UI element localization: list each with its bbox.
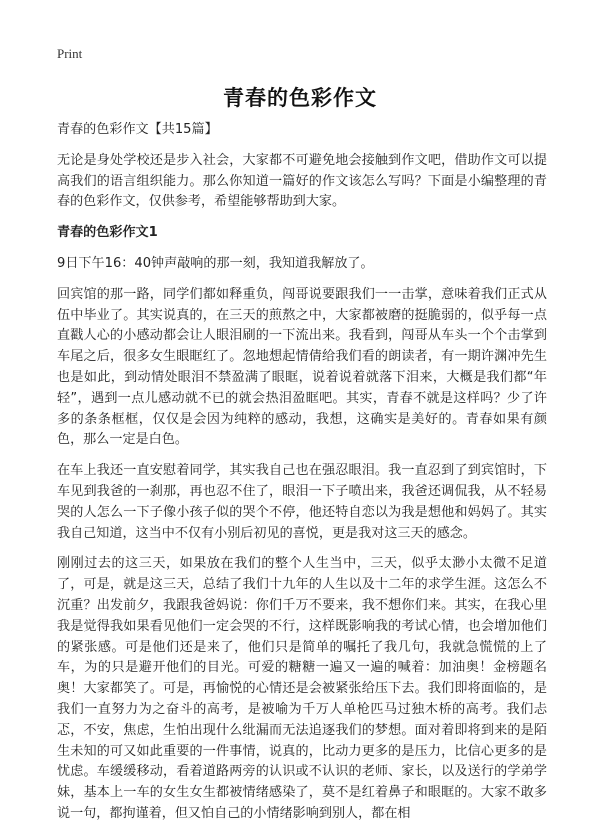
body-paragraph: 在车上我还一直安慰着同学，其实我自己也在强忍眼泪。我一直忍到了到宾馆时，下车见到我爸的一刹那，再也忍不住了，眼泪一下子喷出来，我爸还调侃我，从不轻易哭的人怎么一下子像小孩子似的哭个不停，他还特自恋以为我是想他和妈妈了。其实我自己知道，这当中不仅有小别后初见的喜悦，更是我对这三天的感念。	[57, 463, 547, 541]
article-subtitle: 青春的色彩作文【共15篇】	[57, 122, 218, 137]
intro-paragraph: 无论是身处学校还是步入社会，大家都不可避免地会接触到作文吧，借助作文可以提高我们的语言组织能力。那么你知道一篇好的作文该怎么写吗？下面是小编整理的青春的色彩作文，仅供参考，希望能够帮助到大家。	[57, 152, 547, 210]
body-paragraph: 刚刚过去的这三天，如果放在我们的整个人生当中，三天，似乎太渺小太微不足道了，可是，就是这三天，总结了我们十九年的人生以及十二年的求学生涯。这怎么不沉重？出发前夕，我跟我爸妈说：你们千万不要来，我不想你们来。其实，在我心里我是觉得我如果看见他们一定会哭的不行，这样既影响我的考试心情，也会增加他们的紧张感。可是他们还是来了，他们只是简单的嘱托了我几句，我就急慌慌的上了车，为的只是避开他们的目光。可爱的糖糖一遍又一遍的喊着：加油奥！金榜题名奥！大家都笑了。可是，再愉悦的心情还是会被紧张给压下去。我们即将面临的，是我们一直努力为之奋斗的高考，是被喻为千万人单枪匹马过独木桥的高考。我们忐忑，不安，焦虑，生怕出现什么纰漏而无法追逐我们的梦想。面对着即将到来的是陌生未知的可又如此重要的一件事情，说真的，比动力更多的是压力，比信心更多的是忧虑。车缓缓移动，看着道路两旁的认识或不认识的老师、家长，以及送行的学弟学妹，基本上一车的女生女生都被情绪感染了，莫不是红着鼻子和眼眶的。大家不敢多说一句，都拘谨着，但又怕自己的小情绪影响到别人，都在相	[57, 556, 547, 821]
body-paragraph: 9日下午16：40钟声敲响的那一刻，我知道我解放了。	[57, 255, 374, 271]
body-paragraph: 回宾馆的那一路，同学们都如释重负，闯哥说要跟我们一一击掌，意味着我们正式从伍中毕业了。其实说真的，在三天的煎熬之中，大家都被磨的挺脆弱的，似乎每一点直戳人心的小感动都会让人眼泪刷的一下流出来。我看到，闯哥从车头一个个击掌到车尾之后，很多女生眼眶红了。忽地想起情倩给我们看的朗读者，有一期许渊冲先生也是如此，到动情处眼泪不禁盈满了眼眶，说着说着就落下泪来，大概是我们都“年轻”，遇到一点儿感动就不已的就会热泪盈眶吧。其实，青春不就是这样吗？少了许多的条条框框，仅仅是会因为纯粹的感动，我想，这确实是美好的。青春如果有颜色，那么一定是白色。	[57, 286, 547, 448]
section-heading: 青春的色彩作文1	[57, 225, 158, 241]
article-body	[57, 120, 547, 835]
page-title: 青春的色彩作文	[223, 86, 377, 110]
print-link[interactable]: Print	[57, 46, 83, 61]
